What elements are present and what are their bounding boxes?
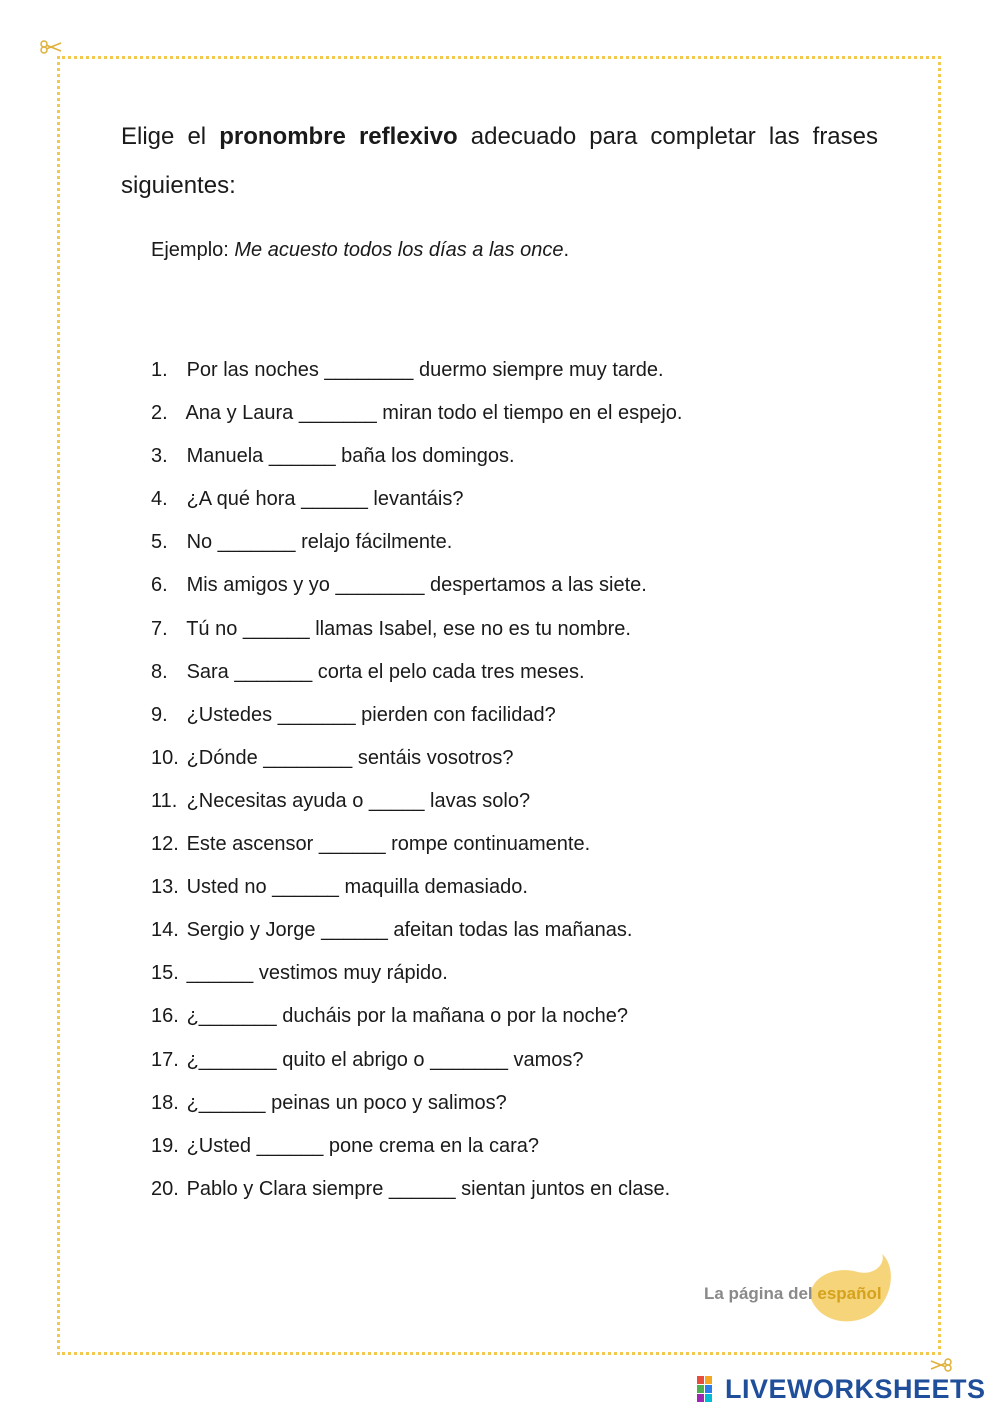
exercise-number: 19. bbox=[151, 1134, 179, 1157]
exercise-sentence: Pablo y Clara siempre ______ sientan juntos en clase. bbox=[186, 1177, 671, 1200]
exercise-item bbox=[151, 484, 682, 527]
exercise-number: 11. bbox=[151, 789, 178, 812]
exercise-sentence: ______ vestimos muy rápido. bbox=[186, 962, 448, 985]
liveworksheets-brand[interactable] bbox=[697, 1374, 997, 1408]
exercise-sentence: ¿_______ quito el abrigo o _______ vamos? bbox=[186, 1048, 584, 1071]
exercise-sentence: Este ascensor ______ rompe continuamente. bbox=[186, 833, 591, 856]
exercise-number: 20. bbox=[151, 1177, 179, 1200]
exercise-item bbox=[151, 700, 682, 743]
exercise-item bbox=[151, 958, 682, 1001]
example-label: Ejemplo: bbox=[151, 239, 235, 261]
logo-text bbox=[704, 1284, 882, 1304]
exercise-sentence: Por las noches ________ duermo siempre muy tarde. bbox=[186, 359, 664, 381]
logo-text-main: La página del bbox=[704, 1284, 818, 1303]
exercise-sentence: Usted no ______ maquilla demasiado. bbox=[186, 876, 528, 899]
exercise-number: 9. bbox=[151, 703, 168, 726]
exercise-sentence: ¿_______ ducháis por la mañana o por la noche? bbox=[186, 1005, 628, 1028]
exercise-number: 2. bbox=[151, 402, 168, 425]
instruction-prefix: Elige el bbox=[121, 123, 220, 150]
instruction-text bbox=[121, 112, 878, 210]
exercise-list bbox=[151, 355, 682, 1217]
exercise-item bbox=[151, 355, 682, 398]
exercise-number: 16. bbox=[151, 1005, 179, 1028]
exercise-number: 15. bbox=[151, 962, 179, 985]
exercise-number: 18. bbox=[151, 1091, 179, 1114]
exercise-number: 17. bbox=[151, 1048, 179, 1071]
exercise-sentence: ¿A qué hora ______ levantáis? bbox=[186, 488, 464, 511]
exercise-sentence: Tú no ______ llamas Isabel, ese no es tu nombre. bbox=[186, 617, 631, 640]
exercise-item bbox=[151, 786, 682, 829]
brand-text: LIVEWORKSHEETS bbox=[725, 1374, 986, 1404]
exercise-item bbox=[151, 872, 682, 915]
exercise-sentence: Ana y Laura _______ miran todo el tiempo en el espejo. bbox=[185, 402, 683, 425]
exercise-item bbox=[151, 1045, 682, 1088]
exercise-sentence: ¿Usted ______ pone crema en la cara? bbox=[186, 1134, 540, 1157]
exercise-sentence: Manuela ______ baña los domingos. bbox=[186, 445, 515, 468]
logo-text-accent: español bbox=[817, 1284, 882, 1303]
exercise-item bbox=[151, 1174, 682, 1217]
exercise-item bbox=[151, 743, 682, 786]
liveworksheets-logo-icon bbox=[697, 1374, 723, 1404]
exercise-item bbox=[151, 441, 682, 484]
example-sentence: Me acuesto todos los días a las once bbox=[234, 239, 564, 261]
exercise-number: 10. bbox=[151, 746, 179, 769]
exercise-item bbox=[151, 1001, 682, 1044]
scissors-icon bbox=[40, 40, 62, 54]
exercise-item bbox=[151, 398, 682, 441]
exercise-item bbox=[151, 1088, 682, 1131]
example-line bbox=[151, 236, 569, 264]
exercise-item bbox=[151, 915, 682, 958]
instruction-bold: pronombre reflexivo bbox=[219, 123, 458, 150]
exercise-item bbox=[151, 1131, 682, 1174]
exercise-number: 3. bbox=[151, 445, 168, 468]
instruction-suffix: adecuado para completar las frases siguientes: bbox=[121, 123, 879, 199]
exercise-item bbox=[151, 614, 682, 657]
exercise-item bbox=[151, 829, 682, 872]
logo bbox=[700, 1252, 895, 1332]
exercise-sentence: Sergio y Jorge ______ afeitan todas las mañanas. bbox=[186, 919, 633, 942]
exercise-number: 4. bbox=[151, 488, 168, 511]
exercise-number: 5. bbox=[151, 531, 168, 554]
exercise-sentence: No _______ relajo fácilmente. bbox=[186, 531, 453, 554]
example-end: . bbox=[563, 239, 570, 261]
exercise-number: 8. bbox=[151, 660, 168, 683]
exercise-item bbox=[151, 570, 682, 613]
exercise-sentence: Mis amigos y yo ________ despertamos a las siete. bbox=[186, 574, 647, 597]
exercise-number: 1. bbox=[151, 359, 168, 381]
exercise-sentence: ¿Ustedes _______ pierden con facilidad? bbox=[186, 703, 556, 726]
exercise-item bbox=[151, 657, 682, 700]
exercise-sentence: ¿Dónde ________ sentáis vosotros? bbox=[186, 746, 514, 769]
exercise-sentence: ¿Necesitas ayuda o _____ lavas solo? bbox=[186, 789, 531, 812]
exercise-item bbox=[151, 527, 682, 570]
exercise-sentence: ¿______ peinas un poco y salimos? bbox=[186, 1091, 507, 1114]
exercise-sentence: Sara _______ corta el pelo cada tres meses. bbox=[186, 660, 585, 683]
scissors-icon bbox=[930, 1358, 952, 1372]
exercise-number: 7. bbox=[151, 617, 168, 640]
exercise-number: 6. bbox=[151, 574, 168, 597]
exercise-number: 13. bbox=[151, 876, 179, 899]
exercise-number: 14. bbox=[151, 919, 179, 942]
exercise-number: 12. bbox=[151, 833, 179, 856]
